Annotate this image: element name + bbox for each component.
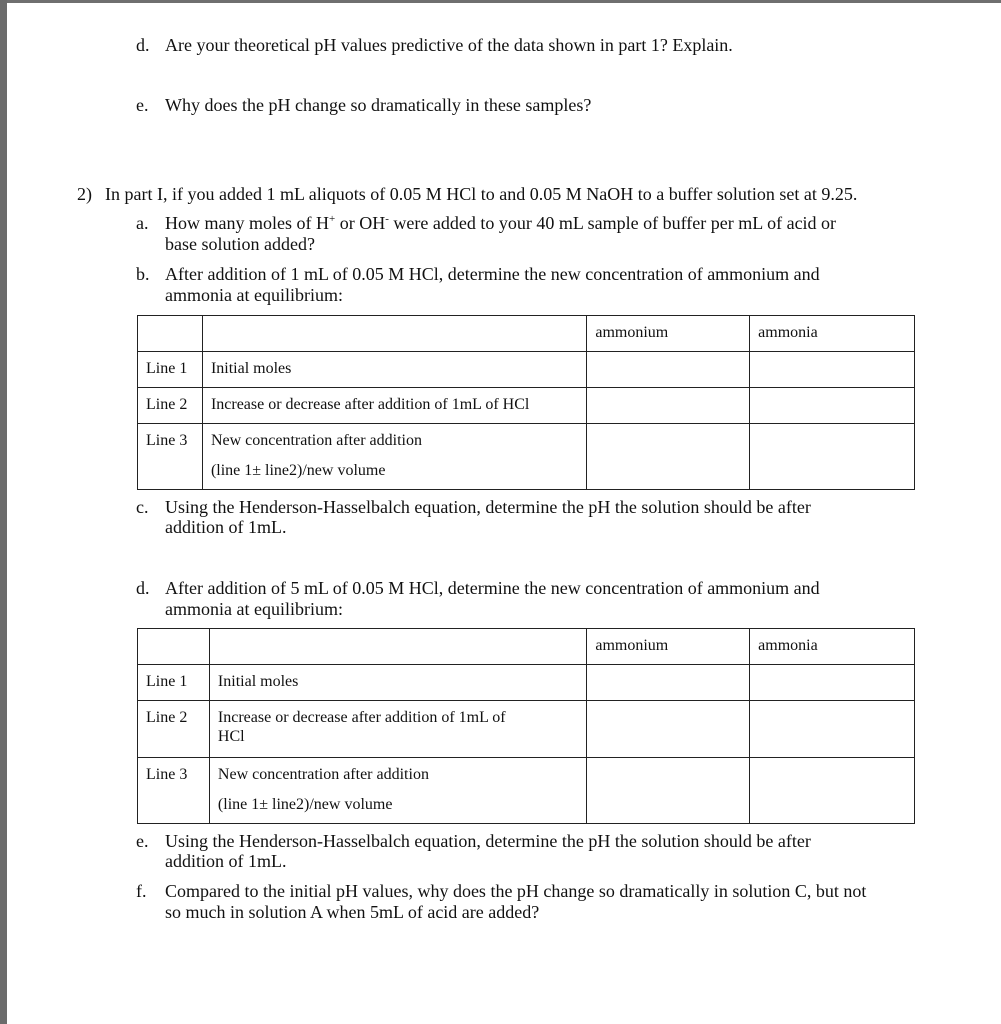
question-letter: a. — [136, 213, 149, 233]
question-text: Why does the pH change so dramatically in these samples? — [165, 95, 592, 115]
row-description: Initial moles — [202, 352, 586, 388]
row-label: Line 2 — [138, 388, 203, 424]
header-cell-ammonium: ammonium — [587, 629, 750, 665]
answer-cell-ammonium[interactable] — [587, 424, 750, 490]
row-label: Line 1 — [138, 352, 203, 388]
header-cell — [202, 316, 586, 352]
table-row — [138, 701, 915, 758]
answer-cell-ammonia[interactable] — [750, 758, 915, 824]
answer-cell-ammonium[interactable] — [587, 352, 750, 388]
question-letter: e. — [136, 95, 149, 115]
question-letter: d. — [136, 35, 150, 55]
table-row — [138, 758, 915, 824]
question-letter: e. — [136, 831, 149, 851]
table-header-row — [138, 316, 915, 352]
row-label: Line 3 — [138, 424, 203, 490]
row-description-line1: New concentration after addition — [210, 432, 422, 449]
answer-cell-ammonium[interactable] — [587, 758, 750, 824]
row-description-line1: New concentration after addition — [217, 766, 429, 783]
text-segment: or OH — [335, 213, 386, 233]
question-letter: f. — [136, 881, 147, 901]
row-label: Line 2 — [138, 701, 210, 758]
question-text-line2: ammonia at equilibrium: — [165, 599, 343, 619]
header-cell — [138, 316, 203, 352]
question-text-line2: ammonia at equilibrium: — [165, 285, 343, 305]
question-letter: d. — [136, 578, 150, 598]
table-1 — [137, 315, 915, 490]
header-cell-ammonia: ammonia — [750, 629, 915, 665]
row-description-line2: HCl — [217, 728, 245, 745]
text-segment: were added to your 40 mL sample of buffer per mL of acid or — [388, 213, 837, 233]
answer-cell-ammonia[interactable] — [750, 701, 915, 758]
row-description — [202, 424, 586, 490]
question-text: Are your theoretical pH values predictive of the data shown in part 1? Explain. — [165, 35, 733, 55]
question-text-line2: base solution added? — [165, 234, 315, 254]
table-row — [138, 424, 915, 490]
question-text-line1: Using the Henderson-Hasselbalch equation, determine the pH the solution should be after — [165, 831, 811, 851]
header-cell — [138, 629, 210, 665]
viewer-left-scrollbar[interactable] — [0, 0, 7, 1024]
question-text-line1: Using the Henderson-Hasselbalch equation, determine the pH the solution should be after — [165, 497, 811, 517]
row-description: Initial moles — [209, 665, 586, 701]
row-label: Line 3 — [138, 758, 210, 824]
viewer-top-bar — [0, 0, 1001, 3]
answer-cell-ammonia[interactable] — [750, 424, 915, 490]
row-description-line2: (line 1± line2)/new volume — [210, 462, 386, 479]
table-row — [138, 352, 915, 388]
answer-cell-ammonia[interactable] — [750, 352, 915, 388]
header-cell — [209, 629, 586, 665]
answer-cell-ammonium[interactable] — [587, 665, 750, 701]
superscript-minus: - — [385, 213, 389, 225]
answer-cell-ammonia[interactable] — [750, 665, 915, 701]
question-text-line2: addition of 1mL. — [165, 851, 287, 871]
row-label: Line 1 — [138, 665, 210, 701]
row-description: Increase or decrease after addition of 1mL of HCl — [202, 388, 586, 424]
question-text-line1: After addition of 5 mL of 0.05 M HCl, determine the new concentration of ammonium and — [165, 578, 820, 598]
question-text-line1: After addition of 1 mL of 0.05 M HCl, determine the new concentration of ammonium and — [165, 264, 820, 284]
table-row — [138, 388, 915, 424]
answer-cell-ammonium[interactable] — [587, 388, 750, 424]
row-description — [209, 701, 586, 758]
table-header-row — [138, 629, 915, 665]
question-text: In part I, if you added 1 mL aliquots of 0.05 M HCl to and 0.05 M NaOH to a buffer solution set at 9.25. — [105, 184, 858, 204]
row-description-line2: (line 1± line2)/new volume — [217, 796, 393, 813]
row-description — [209, 758, 586, 824]
question-letter: c. — [136, 497, 149, 517]
answer-cell-ammonia[interactable] — [750, 388, 915, 424]
question-text-line2: addition of 1mL. — [165, 517, 287, 537]
header-cell-ammonium: ammonium — [587, 316, 750, 352]
row-description-line1: Increase or decrease after addition of 1mL of — [217, 709, 506, 726]
question-text-line2: so much in solution A when 5mL of acid are added? — [165, 902, 540, 922]
question-number: 2) — [77, 184, 92, 204]
table-row — [138, 665, 915, 701]
question-letter: b. — [136, 264, 150, 284]
header-cell-ammonia: ammonia — [750, 316, 915, 352]
superscript-plus: + — [328, 213, 336, 225]
question-text-line1 — [165, 213, 836, 234]
table-2 — [137, 628, 915, 824]
text-segment: How many moles of H — [165, 213, 329, 233]
answer-cell-ammonium[interactable] — [587, 701, 750, 758]
question-text-line1: Compared to the initial pH values, why does the pH change so dramatically in solution C, but not — [165, 881, 867, 901]
